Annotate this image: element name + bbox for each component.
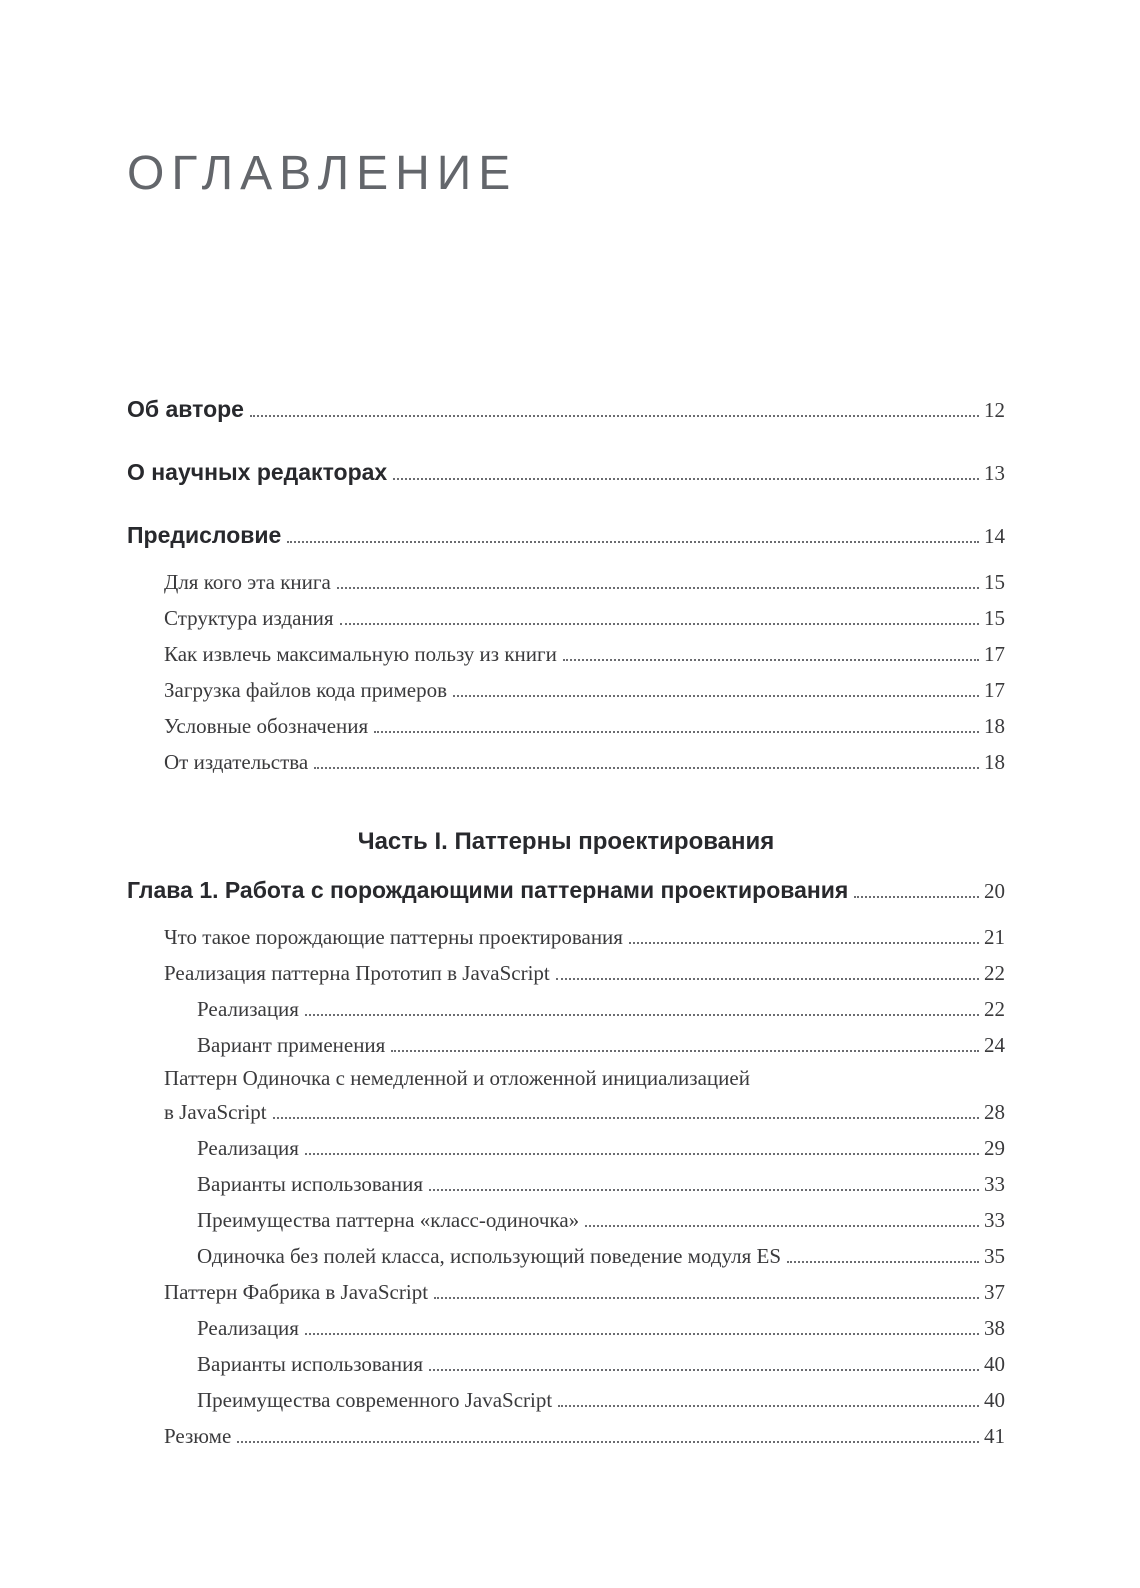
toc-entry-label: Для кого эта книга (164, 569, 331, 594)
dot-leader (393, 478, 979, 480)
toc-entry (127, 708, 1005, 744)
toc-entry-page: 17 (984, 677, 1005, 702)
toc-entry-label: Предисловие (127, 521, 282, 548)
toc-entry-label: Реализация паттерна Прототип в JavaScript (164, 960, 550, 985)
toc-entry-label: в JavaScript (164, 1099, 267, 1124)
toc-content (127, 148, 1005, 1454)
toc-entry-page: 15 (984, 605, 1005, 630)
toc-entry (127, 1027, 1005, 1063)
toc-entry-label: Преимущества современного JavaScript (197, 1387, 553, 1412)
toc-entry (127, 1094, 1005, 1130)
toc-entry-label: Одиночка без полей класса, использующий поведение модуля ES (197, 1243, 782, 1268)
toc-entry (127, 1202, 1005, 1238)
toc-entry (127, 1274, 1005, 1310)
toc-entry-label: Глава 1. Работа с порождающими паттернами проектирования (127, 876, 849, 903)
toc-entry-label: Реализация (197, 1135, 299, 1160)
dot-leader (305, 1153, 979, 1155)
toc-entry-label: Условные обозначения (164, 713, 369, 738)
toc-entry (127, 1166, 1005, 1202)
toc-entry-label: Реализация (197, 996, 299, 1021)
toc-entry-page: 15 (984, 569, 1005, 594)
dot-leader (305, 1014, 979, 1016)
toc-entry-label: Вариант применения (197, 1032, 386, 1057)
dot-leader (556, 978, 979, 980)
toc-entry-page: 18 (984, 749, 1005, 774)
toc-entry-page: 17 (984, 641, 1005, 666)
toc-entry-label: Как извлечь максимальную пользу из книги (164, 641, 557, 666)
dot-leader (787, 1261, 979, 1263)
dot-leader (374, 731, 979, 733)
toc-entry (127, 1063, 1005, 1094)
dot-leader (429, 1369, 979, 1371)
toc-entry (127, 636, 1005, 672)
toc-entry (127, 991, 1005, 1027)
dot-leader (453, 695, 979, 697)
toc-entry (127, 919, 1005, 955)
dot-leader (305, 1333, 979, 1335)
dot-leader (434, 1297, 979, 1299)
dot-leader (314, 767, 979, 769)
toc-entry-label: Преимущества паттерна «класс-одиночка» (197, 1207, 580, 1232)
toc-entry-label: Загрузка файлов кода примеров (164, 677, 448, 702)
page-title: ОГЛАВЛЕНИЕ (127, 147, 518, 200)
toc-entry-page: 33 (984, 1207, 1005, 1232)
dot-leader (585, 1225, 979, 1227)
toc-front-matter (127, 391, 1005, 780)
toc-entry-page: 28 (984, 1099, 1005, 1124)
toc-entry (127, 454, 1005, 491)
toc-entry-page: 40 (984, 1387, 1005, 1412)
toc-entry (127, 564, 1005, 600)
toc-entry-label: Реализация (197, 1315, 299, 1340)
dot-leader (558, 1405, 979, 1407)
toc-entry-page: 38 (984, 1315, 1005, 1340)
toc-entry (127, 600, 1005, 636)
toc-entry-label: Что такое порождающие паттерны проектирования (164, 924, 623, 949)
toc-entry (127, 672, 1005, 708)
toc-entry (127, 872, 1005, 909)
dot-leader (287, 541, 979, 543)
toc-entry (127, 1382, 1005, 1418)
toc-entry-page: 29 (984, 1135, 1005, 1160)
dot-leader (629, 942, 979, 944)
dot-leader (391, 1050, 979, 1052)
toc-entry (127, 1346, 1005, 1382)
dot-leader (854, 896, 979, 898)
toc-entry-page: 12 (984, 397, 1005, 422)
toc-entry-label: От издательства (164, 749, 309, 774)
toc-entry (127, 391, 1005, 428)
toc-entry-label: Резюме (164, 1423, 232, 1448)
toc-entry-page: 37 (984, 1279, 1005, 1304)
toc-entry-label: Паттерн Фабрика в JavaScript (164, 1279, 429, 1304)
toc-entry-page: 18 (984, 713, 1005, 738)
part-heading: Часть I. Паттерны проектирования (357, 827, 775, 855)
toc-entry (127, 1130, 1005, 1166)
toc-entry (127, 1418, 1005, 1454)
toc-entry-label: О научных редакторах (127, 458, 388, 485)
toc-entry-page: 33 (984, 1171, 1005, 1196)
toc-entry-page: 40 (984, 1351, 1005, 1376)
toc-entry (127, 744, 1005, 780)
dot-leader (337, 587, 979, 589)
toc-entry-page: 22 (984, 996, 1005, 1021)
toc-entry-page: 14 (984, 523, 1005, 548)
dot-leader (273, 1117, 979, 1119)
dot-leader (563, 659, 979, 661)
toc-entry-label: Об авторе (127, 395, 244, 422)
toc-entry-page: 20 (984, 878, 1005, 903)
toc-entry-page: 35 (984, 1243, 1005, 1268)
toc-entry-page: 41 (984, 1423, 1005, 1448)
toc-entry-label: Структура издания (164, 605, 334, 630)
toc-entry (127, 1238, 1005, 1274)
dot-leader (340, 623, 979, 625)
toc-entry-label: Паттерн Одиночка с немедленной и отложенной инициализацией (164, 1065, 750, 1090)
dot-leader (237, 1441, 979, 1443)
dot-leader (429, 1189, 979, 1191)
toc-entry-page: 24 (984, 1032, 1005, 1057)
toc-entry-label: Варианты использования (197, 1171, 424, 1196)
toc-entry-label: Варианты использования (197, 1351, 424, 1376)
toc-entry (127, 517, 1005, 554)
toc-entry-page: 22 (984, 960, 1005, 985)
toc-entry (127, 1310, 1005, 1346)
toc-entry-page: 13 (984, 460, 1005, 485)
toc-entry (127, 955, 1005, 991)
dot-leader (250, 415, 979, 417)
toc-chapter-1 (127, 872, 1005, 1454)
toc-entry-page: 21 (984, 924, 1005, 949)
